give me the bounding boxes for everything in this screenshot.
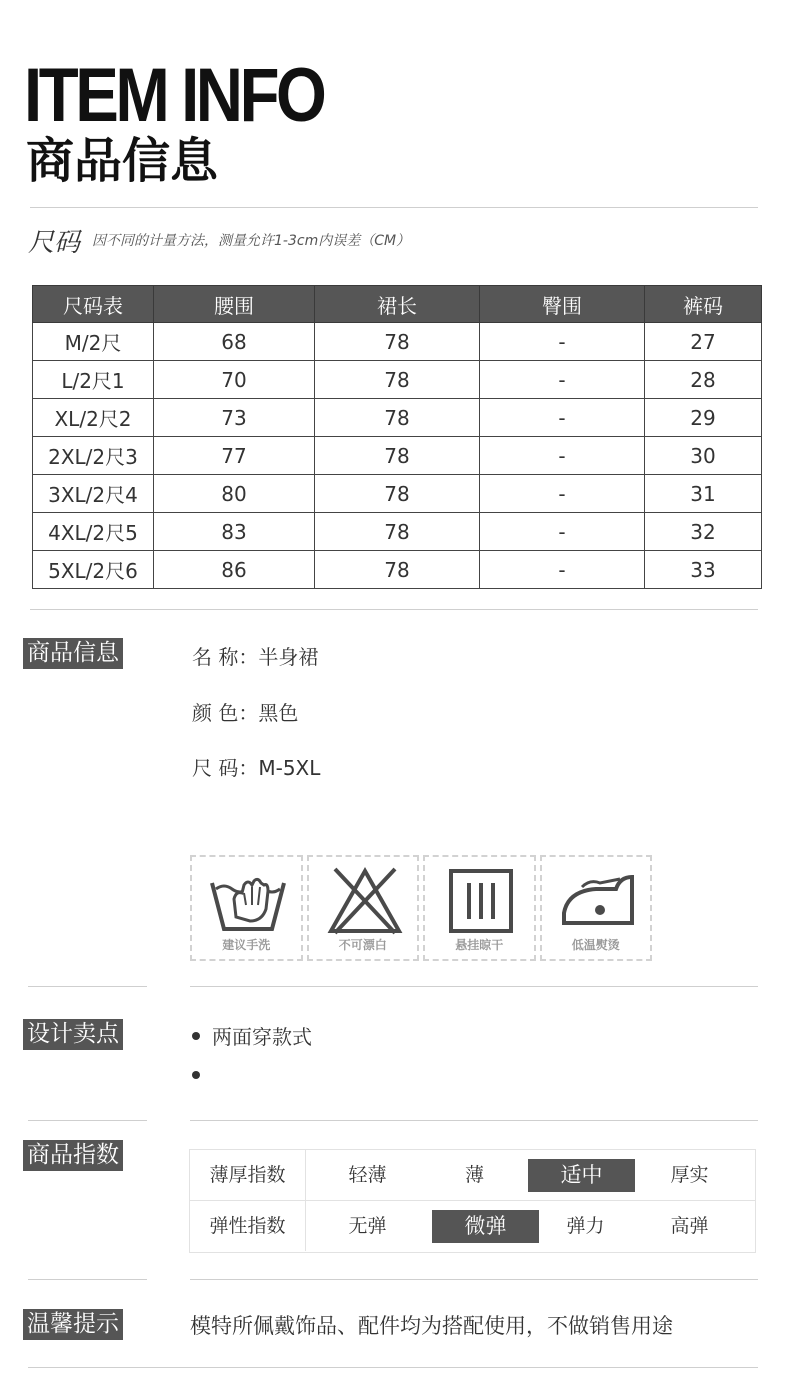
- product-info-tag: 商品信息: [23, 638, 123, 669]
- care-label: 低温熨烫: [571, 938, 620, 952]
- table-cell: -: [480, 551, 645, 589]
- product-size: 尺 码：M-5XL: [192, 756, 321, 780]
- care-label: 悬挂晾干: [455, 938, 504, 952]
- bullet-dot: [192, 1071, 200, 1079]
- product-color: 颜 色：黑色: [192, 701, 299, 725]
- table-row: [33, 475, 762, 513]
- table-cell: -: [480, 475, 645, 513]
- divider: [30, 207, 758, 208]
- tips-text: 模特所佩戴饰品、配件均为搭配使用，不做销售用途: [190, 1314, 673, 1338]
- index-option: 高弹: [670, 1215, 709, 1237]
- design-bullet: [192, 1063, 212, 1087]
- index-tag: 商品指数: [23, 1140, 123, 1171]
- care-label: 不可漂白: [338, 938, 387, 952]
- table-cell: 4XL/2尺5: [33, 513, 154, 551]
- divider: [30, 609, 758, 610]
- bullet-text: 两面穿款式: [212, 1025, 312, 1049]
- table-cell: -: [480, 513, 645, 551]
- table-cell: 68: [154, 323, 315, 361]
- low-iron-icon: [560, 865, 640, 937]
- table-cell: 78: [315, 399, 480, 437]
- table-cell: XL/2尺2: [33, 399, 154, 437]
- size-table-header: [33, 286, 762, 323]
- index-option: 适中: [528, 1159, 635, 1192]
- table-cell: -: [480, 361, 645, 399]
- table-cell: 70: [154, 361, 315, 399]
- table-row: [33, 361, 762, 399]
- table-cell: 2XL/2尺3: [33, 437, 154, 475]
- care-label: 建议手洗: [222, 938, 271, 952]
- col-header: 腰围: [154, 286, 315, 323]
- care-item: [190, 855, 303, 961]
- divider: [28, 1367, 758, 1368]
- care-icons: [190, 855, 656, 961]
- design-tag: 设计卖点: [23, 1019, 123, 1050]
- table-row: [33, 513, 762, 551]
- table-cell: 78: [315, 513, 480, 551]
- divider: [190, 1279, 758, 1280]
- table-cell: 3XL/2尺4: [33, 475, 154, 513]
- table-cell: -: [480, 399, 645, 437]
- table-cell: 30: [645, 437, 762, 475]
- hand-wash-icon: [210, 865, 286, 937]
- table-row: [33, 437, 762, 475]
- index-name: 弹性指数: [190, 1201, 306, 1251]
- col-header: 臀围: [480, 286, 645, 323]
- care-item: [423, 855, 536, 961]
- table-cell: 31: [645, 475, 762, 513]
- table-cell: M/2尺: [33, 323, 154, 361]
- table-cell: 78: [315, 475, 480, 513]
- bullet-dot: [192, 1032, 200, 1040]
- care-item: [307, 855, 420, 961]
- thickness-row: [190, 1150, 755, 1200]
- table-cell: 78: [315, 551, 480, 589]
- table-cell: 80: [154, 475, 315, 513]
- no-bleach-icon: [327, 865, 403, 937]
- divider: [190, 1120, 758, 1121]
- col-header: 尺码表: [33, 286, 154, 323]
- divider: [28, 1120, 147, 1121]
- col-header: 裙长: [315, 286, 480, 323]
- table-cell: 73: [154, 399, 315, 437]
- table-row: [33, 551, 762, 589]
- care-item: [540, 855, 653, 961]
- index-option: 轻薄: [348, 1164, 387, 1186]
- table-cell: 78: [315, 437, 480, 475]
- elasticity-row: [190, 1200, 755, 1251]
- table-cell: 86: [154, 551, 315, 589]
- product-name: 名 称：半身裙: [192, 645, 319, 669]
- table-row: [33, 399, 762, 437]
- table-cell: 28: [645, 361, 762, 399]
- index-option: 弹力: [566, 1215, 605, 1237]
- title-cn: 商品信息: [26, 133, 219, 189]
- index-option: 薄: [464, 1164, 484, 1186]
- index-option: 无弹: [348, 1215, 387, 1237]
- size-table: [32, 285, 762, 589]
- table-cell: 78: [315, 361, 480, 399]
- table-cell: 29: [645, 399, 762, 437]
- size-label: 尺码: [28, 228, 81, 258]
- table-cell: 33: [645, 551, 762, 589]
- index-table: [189, 1149, 756, 1253]
- tips-tag: 温馨提示: [23, 1309, 123, 1340]
- title-en: ITEM INFO: [24, 53, 324, 138]
- index-name: 薄厚指数: [190, 1150, 306, 1200]
- table-cell: 83: [154, 513, 315, 551]
- size-note: 因不同的计量方法，测量允许1-3cm内误差（CM）: [92, 233, 411, 249]
- table-cell: 5XL/2尺6: [33, 551, 154, 589]
- divider: [190, 986, 758, 987]
- hang-dry-icon: [443, 865, 519, 937]
- index-option: 微弹: [432, 1210, 539, 1243]
- design-bullet: [192, 1021, 312, 1050]
- table-cell: 27: [645, 323, 762, 361]
- table-cell: 32: [645, 513, 762, 551]
- index-option: 厚实: [670, 1164, 709, 1186]
- table-cell: -: [480, 437, 645, 475]
- table-cell: -: [480, 323, 645, 361]
- col-header: 裤码: [645, 286, 762, 323]
- table-cell: 77: [154, 437, 315, 475]
- divider: [28, 1279, 147, 1280]
- table-cell: L/2尺1: [33, 361, 154, 399]
- table-row: [33, 323, 762, 361]
- divider: [28, 986, 147, 987]
- table-cell: 78: [315, 323, 480, 361]
